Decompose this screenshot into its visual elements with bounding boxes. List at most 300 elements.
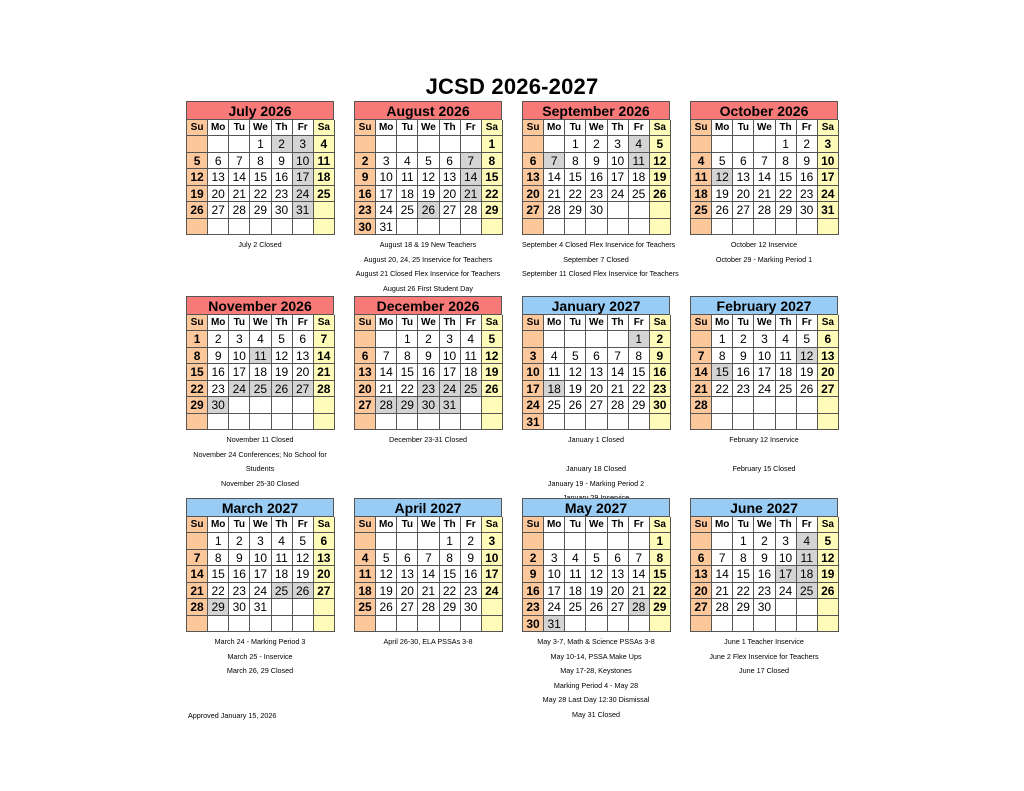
weekday-header: We [754,517,775,533]
empty-day-cell [208,136,229,153]
day-cell: 20 [523,186,544,203]
day-cell: 16 [461,566,482,583]
empty-day-cell [523,533,544,550]
empty-day-cell [629,533,650,550]
day-cell: 7 [691,348,712,365]
day-cell: 12 [586,566,607,583]
day-cell: 25 [565,599,586,616]
day-cell: 10 [376,169,397,186]
empty-day-cell [629,202,650,219]
day-cell: 1 [733,533,754,550]
empty-day-cell [293,414,314,431]
day-cell: 22 [187,381,208,398]
day-cell: 28 [229,202,250,219]
day-cell: 24 [482,583,503,600]
day-cell: 5 [586,550,607,567]
empty-day-cell [293,397,314,414]
weekday-header: Tu [565,315,586,331]
day-cell: 4 [314,136,335,153]
day-cell: 1 [650,533,671,550]
calendar-note: March 24 - Marking Period 3 [214,637,306,646]
day-cell: 26 [482,381,503,398]
day-cell: 22 [565,186,586,203]
day-cell: 2 [797,136,818,153]
day-cell: 8 [482,153,503,170]
empty-day-cell [461,219,482,236]
day-cell: 8 [250,153,271,170]
empty-day-cell [250,219,271,236]
day-cell: 13 [440,169,461,186]
weekday-header: We [754,315,775,331]
day-cell: 19 [650,169,671,186]
day-cell: 21 [229,186,250,203]
empty-day-cell [754,219,775,236]
empty-day-cell [523,331,544,348]
empty-day-cell [187,414,208,431]
day-cell: 20 [586,381,607,398]
day-cell: 9 [650,348,671,365]
calendar-note: April 26-30, ELA PSSAs 3-8 [383,637,473,646]
day-cell: 28 [187,599,208,616]
empty-day-cell [272,414,293,431]
day-cell: 19 [418,186,439,203]
day-cell: 11 [544,364,565,381]
day-cell: 19 [797,364,818,381]
day-cell: 26 [565,397,586,414]
empty-day-cell [355,331,376,348]
empty-day-cell [376,616,397,633]
day-cell: 27 [208,202,229,219]
day-cell: 25 [544,397,565,414]
empty-day-cell [440,219,461,236]
day-cell: 30 [461,599,482,616]
weekday-header: Tu [733,315,754,331]
day-cell: 5 [565,348,586,365]
weekday-header: Th [776,120,797,136]
empty-day-cell [440,414,461,431]
day-grid [690,120,838,235]
empty-day-cell [608,219,629,236]
weekday-header: We [586,517,607,533]
day-cell: 4 [691,153,712,170]
day-cell: 3 [818,136,839,153]
day-cell: 29 [482,202,503,219]
day-cell: 3 [754,331,775,348]
empty-day-cell [608,616,629,633]
empty-day-cell [250,397,271,414]
day-cell: 14 [544,169,565,186]
weekday-header: We [418,315,439,331]
day-cell: 5 [272,331,293,348]
day-cell: 12 [818,550,839,567]
calendar-note: September 4 Closed Flex Inservice for Teachers [522,240,676,249]
day-cell: 17 [376,186,397,203]
day-cell: 13 [523,169,544,186]
day-cell: 13 [608,566,629,583]
day-cell: 14 [712,566,733,583]
empty-day-cell [754,397,775,414]
empty-day-cell [629,219,650,236]
day-cell: 1 [208,533,229,550]
day-grid [522,120,670,235]
empty-day-cell [608,533,629,550]
day-cell: 26 [818,583,839,600]
day-cell: 17 [229,364,250,381]
day-cell: 21 [629,583,650,600]
empty-day-cell [376,136,397,153]
day-cell: 22 [482,186,503,203]
day-cell: 26 [712,202,733,219]
day-cell: 29 [629,397,650,414]
calendar-note: May 28 Last Day 12:30 Dismissal [542,695,650,704]
day-cell: 4 [272,533,293,550]
day-cell: 19 [818,566,839,583]
weekday-header: Sa [650,517,671,533]
weekday-header: Sa [482,517,503,533]
day-cell: 8 [397,348,418,365]
empty-day-cell [208,616,229,633]
weekday-header: Th [608,120,629,136]
day-cell: 25 [629,186,650,203]
day-cell: 10 [544,566,565,583]
day-cell: 4 [629,136,650,153]
day-cell: 9 [272,153,293,170]
empty-day-cell [565,616,586,633]
weekday-header: We [418,517,439,533]
calendar-note: February 12 Inservice [729,435,799,444]
day-cell: 6 [586,348,607,365]
day-cell: 19 [712,186,733,203]
day-cell: 21 [712,583,733,600]
calendar-note: November 25-30 Closed [221,478,299,488]
month-notes [354,635,502,650]
day-cell: 15 [733,566,754,583]
weekday-header: Tu [733,120,754,136]
weekday-header: Tu [397,315,418,331]
calendar-note: June 17 Closed [739,666,789,675]
day-cell: 20 [608,583,629,600]
empty-day-cell [691,136,712,153]
month-title: June 2027 [690,498,838,517]
day-cell: 25 [776,381,797,398]
calendar-note: November 11 Closed [226,435,294,444]
day-cell: 3 [523,348,544,365]
day-cell: 16 [650,364,671,381]
day-cell: 22 [629,381,650,398]
day-cell: 24 [523,397,544,414]
day-cell: 6 [355,348,376,365]
day-cell: 18 [776,364,797,381]
empty-day-cell [565,533,586,550]
day-cell: 6 [608,550,629,567]
weekday-header: Sa [650,315,671,331]
day-cell: 26 [376,599,397,616]
empty-day-cell [818,414,839,431]
day-cell: 27 [586,397,607,414]
day-cell: 26 [272,381,293,398]
day-cell: 26 [187,202,208,219]
empty-day-cell [733,136,754,153]
day-cell: 10 [250,550,271,567]
day-cell: 7 [187,550,208,567]
month-notes [186,433,334,491]
empty-day-cell [818,219,839,236]
calendar-note: October 29 - Marking Period 1 [715,254,813,264]
empty-day-cell [229,136,250,153]
day-cell: 27 [397,599,418,616]
day-cell: 7 [376,348,397,365]
day-cell: 16 [355,186,376,203]
empty-day-cell [586,414,607,431]
day-cell: 28 [691,397,712,414]
day-cell: 3 [250,533,271,550]
day-cell: 21 [608,381,629,398]
day-cell: 17 [544,583,565,600]
day-cell: 4 [461,331,482,348]
day-cell: 11 [776,348,797,365]
day-cell: 7 [418,550,439,567]
day-cell: 15 [440,566,461,583]
day-cell: 23 [733,381,754,398]
day-cell: 27 [355,397,376,414]
day-grid [690,517,838,632]
day-cell: 20 [440,186,461,203]
day-cell: 5 [293,533,314,550]
day-cell: 29 [208,599,229,616]
day-cell: 17 [293,169,314,186]
empty-day-cell [272,616,293,633]
day-cell: 7 [754,153,775,170]
day-cell: 6 [208,153,229,170]
day-cell: 24 [440,381,461,398]
empty-day-cell [629,414,650,431]
day-cell: 23 [586,186,607,203]
day-cell: 26 [418,202,439,219]
empty-day-cell [355,136,376,153]
day-cell: 10 [818,153,839,170]
day-cell: 11 [565,566,586,583]
day-cell: 27 [440,202,461,219]
calendar-note: March 26, 29 Closed [226,666,294,675]
empty-day-cell [523,219,544,236]
day-cell: 29 [187,397,208,414]
day-cell: 22 [733,583,754,600]
day-cell: 6 [440,153,461,170]
day-cell: 1 [250,136,271,153]
weekday-header: Tu [397,517,418,533]
day-cell: 9 [754,550,775,567]
calendar-note: June 1 Teacher Inservice [724,637,804,646]
day-cell: 16 [733,364,754,381]
day-cell: 4 [565,550,586,567]
month-calendar [354,296,502,448]
day-cell: 27 [608,599,629,616]
day-cell: 19 [565,381,586,398]
empty-day-cell [355,533,376,550]
day-cell: 15 [208,566,229,583]
calendar-note: May 3-7, Math & Science PSSAs 3-8 [537,637,655,646]
day-cell: 17 [482,566,503,583]
weekday-header: Fr [629,120,650,136]
day-cell: 10 [229,348,250,365]
month-calendar [522,498,670,722]
day-cell: 6 [523,153,544,170]
day-cell: 21 [544,186,565,203]
day-cell: 1 [565,136,586,153]
day-cell: 6 [818,331,839,348]
calendar-note: March 25 - Inservice [227,651,293,661]
day-cell: 10 [293,153,314,170]
day-grid [186,517,334,632]
calendar-note: Students [245,464,275,473]
empty-day-cell [544,533,565,550]
empty-day-cell [586,616,607,633]
day-cell: 25 [397,202,418,219]
empty-day-cell [565,219,586,236]
day-cell: 6 [733,153,754,170]
empty-day-cell [650,202,671,219]
day-cell: 30 [797,202,818,219]
month-notes [522,635,670,722]
day-cell: 18 [272,566,293,583]
empty-day-cell [691,414,712,431]
empty-day-cell [586,533,607,550]
day-cell: 3 [482,533,503,550]
empty-day-cell [586,331,607,348]
empty-day-cell [293,599,314,616]
weekday-header: Fr [629,315,650,331]
empty-day-cell [397,219,418,236]
day-grid [522,517,670,632]
empty-day-cell [314,202,335,219]
day-cell: 16 [586,169,607,186]
day-cell: 8 [629,348,650,365]
weekday-header: Mo [208,315,229,331]
weekday-header: Sa [314,315,335,331]
weekday-header: Th [272,120,293,136]
calendar-note: August 21 Closed Flex Inservice for Teachers [355,269,501,278]
month-notes [690,433,838,477]
day-cell: 30 [418,397,439,414]
day-cell: 28 [754,202,775,219]
day-cell: 24 [776,583,797,600]
day-cell: 2 [650,331,671,348]
day-cell: 30 [355,219,376,236]
month-notes [690,635,838,679]
day-cell: 11 [355,566,376,583]
day-cell: 18 [397,186,418,203]
empty-day-cell [187,616,208,633]
calendar-note: October 12 Inservice [730,240,798,249]
weekday-header: Th [776,315,797,331]
weekday-header: Su [187,517,208,533]
day-cell: 5 [797,331,818,348]
weekday-header: Sa [818,517,839,533]
day-cell: 3 [776,533,797,550]
empty-day-cell [376,414,397,431]
day-cell: 13 [818,348,839,365]
empty-day-cell [544,219,565,236]
day-cell: 5 [650,136,671,153]
month-notes [354,238,502,296]
day-cell: 29 [397,397,418,414]
empty-day-cell [314,616,335,633]
day-cell: 27 [293,381,314,398]
weekday-header: We [586,120,607,136]
day-cell: 10 [776,550,797,567]
empty-day-cell [187,219,208,236]
day-cell: 23 [754,583,775,600]
empty-day-cell [797,219,818,236]
day-cell: 22 [712,381,733,398]
day-cell: 8 [187,348,208,365]
day-cell: 16 [272,169,293,186]
weekday-header: We [586,315,607,331]
empty-day-cell [461,397,482,414]
day-cell: 7 [461,153,482,170]
empty-day-cell [544,331,565,348]
day-cell: 1 [629,331,650,348]
weekday-header: We [754,120,775,136]
weekday-header: Sa [314,120,335,136]
empty-day-cell [776,599,797,616]
month-calendar [522,296,670,506]
weekday-header: Su [355,315,376,331]
day-cell: 11 [629,153,650,170]
day-grid [354,315,502,430]
day-cell: 18 [691,186,712,203]
weekday-header: Sa [314,517,335,533]
empty-day-cell [754,616,775,633]
day-cell: 10 [482,550,503,567]
day-cell: 12 [712,169,733,186]
day-cell: 9 [355,169,376,186]
empty-day-cell [691,533,712,550]
empty-day-cell [187,136,208,153]
empty-day-cell [565,414,586,431]
day-cell: 16 [418,364,439,381]
empty-day-cell [797,414,818,431]
day-cell: 12 [293,550,314,567]
day-cell: 27 [314,583,335,600]
day-cell: 8 [776,153,797,170]
weekday-header: Fr [461,315,482,331]
day-cell: 3 [229,331,250,348]
weekday-header: Fr [797,315,818,331]
day-cell: 9 [733,348,754,365]
day-cell: 8 [565,153,586,170]
day-cell: 24 [293,186,314,203]
day-cell: 24 [818,186,839,203]
day-cell: 18 [461,364,482,381]
empty-day-cell [418,414,439,431]
day-cell: 8 [440,550,461,567]
empty-day-cell [461,136,482,153]
day-cell: 2 [229,533,250,550]
empty-day-cell [293,616,314,633]
empty-day-cell [440,136,461,153]
weekday-header: Th [608,517,629,533]
calendar-note: May 17-28, Keystones [560,666,632,675]
day-cell: 20 [691,583,712,600]
day-cell: 31 [250,599,271,616]
day-cell: 11 [797,550,818,567]
day-cell: 13 [397,566,418,583]
day-cell: 14 [691,364,712,381]
day-cell: 4 [250,331,271,348]
day-cell: 19 [272,364,293,381]
empty-day-cell [482,599,503,616]
